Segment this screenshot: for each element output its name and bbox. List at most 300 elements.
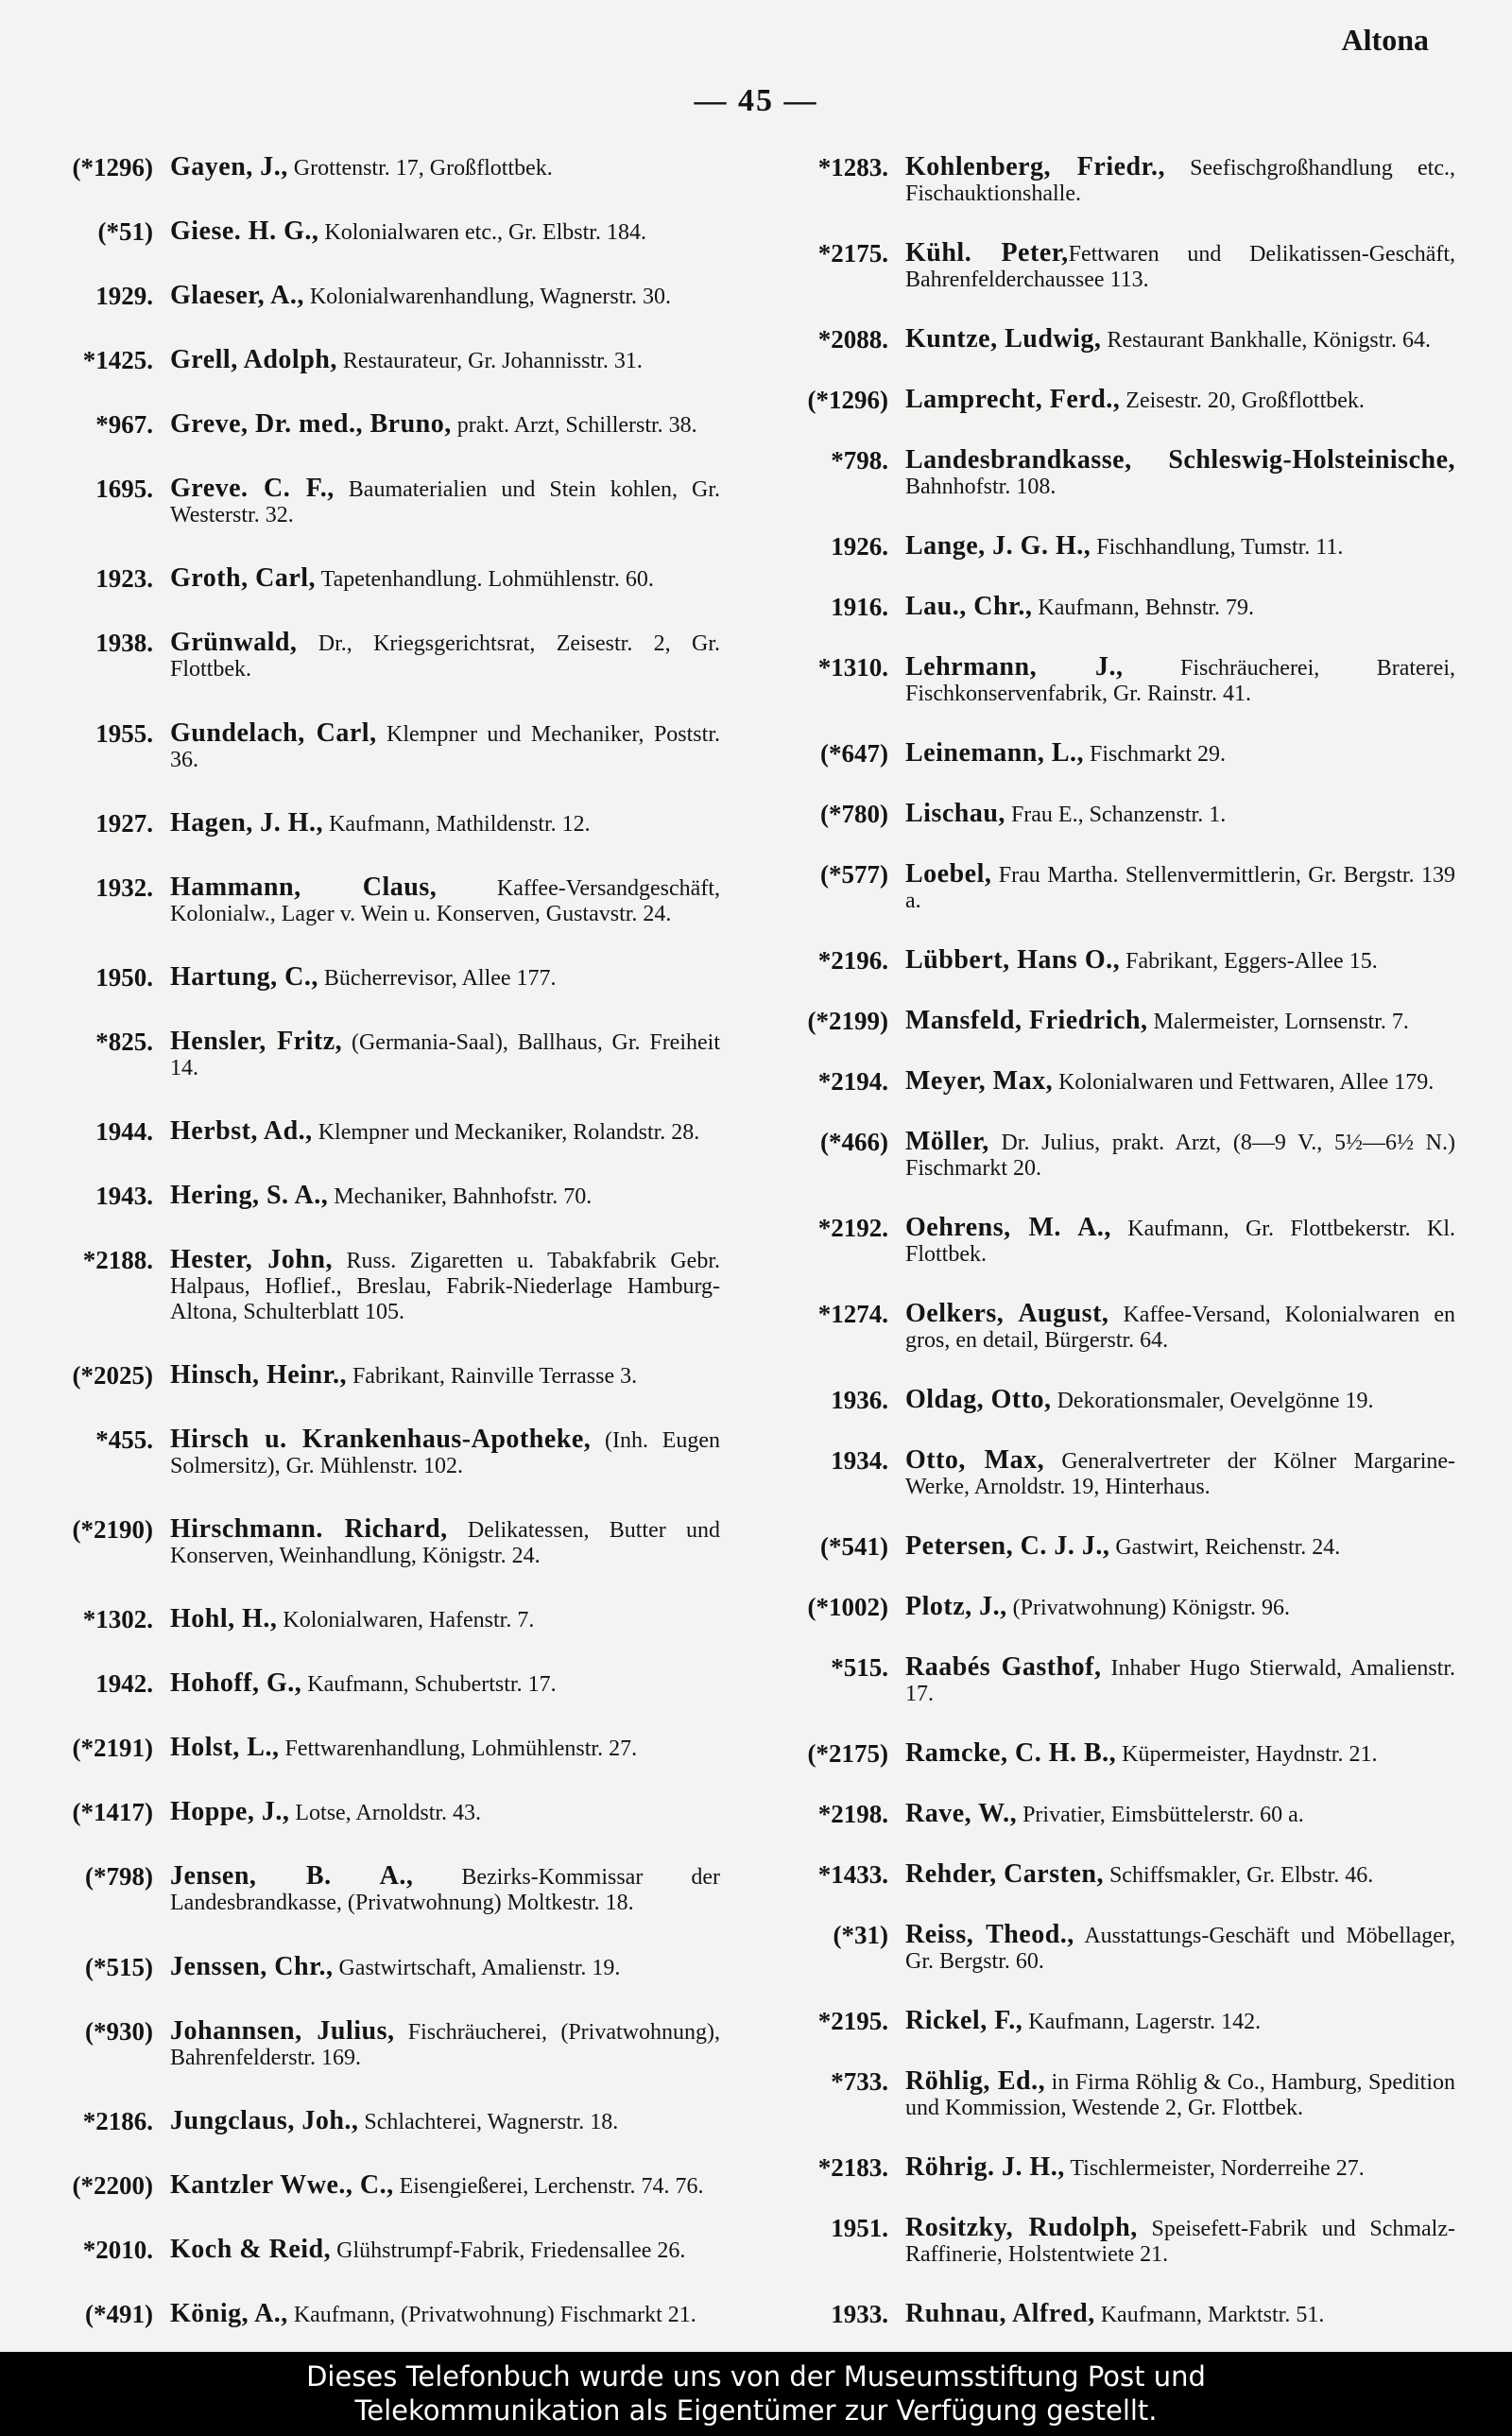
subscriber-details: Küpermeister, Haydnstr. 21. bbox=[1116, 1742, 1378, 1767]
subscriber-name: Rehder, Carsten, bbox=[905, 1859, 1104, 1889]
entry-text bbox=[905, 654, 1455, 707]
subscriber-name: Hartung, C., bbox=[170, 961, 318, 992]
entry-text bbox=[905, 1922, 1455, 1975]
entry-text bbox=[905, 1301, 1455, 1354]
left-column bbox=[21, 154, 720, 2328]
phone-number: (*2025) bbox=[72, 1361, 153, 1390]
phone-number: *2196. bbox=[817, 946, 888, 975]
directory-entry bbox=[21, 2105, 720, 2135]
subscriber-details: in Firma Röhlig & Co., Hamburg, Spedition und Kommission, Westende 2, Gr. Flottbek. bbox=[905, 2070, 1455, 2120]
entry-text bbox=[905, 594, 1455, 621]
directory-entry bbox=[21, 1244, 720, 1325]
phone-number: *1310. bbox=[817, 653, 888, 682]
subscriber-name: Grell, Adolph, bbox=[170, 345, 337, 375]
entry-text bbox=[170, 218, 720, 246]
phone-number: *2198. bbox=[817, 1800, 888, 1828]
entry-text bbox=[170, 961, 720, 992]
subscriber-details: Gastwirtschaft, Amalienstr. 19. bbox=[333, 1955, 621, 1980]
directory-entry bbox=[756, 2008, 1455, 2035]
directory-entry bbox=[21, 1180, 720, 1210]
subscriber-details: Gastwirt, Reichenstr. 24. bbox=[1109, 1535, 1341, 1560]
entry-text bbox=[170, 1180, 720, 1210]
directory-entry bbox=[756, 1654, 1455, 1707]
subscriber-details: Fettwaren und Delikatissen-Geschäft, Bahrenfelderchaussee 113. bbox=[905, 242, 1456, 292]
phone-number: 1927. bbox=[95, 808, 153, 838]
subscriber-details: Frau E., Schanzenstr. 1. bbox=[1005, 803, 1227, 827]
subscriber-name: Jungclaus, Joh., bbox=[170, 2105, 359, 2135]
entry-text bbox=[170, 1863, 720, 1916]
phone-number: 1929. bbox=[95, 282, 153, 311]
entry-text bbox=[905, 1861, 1455, 1889]
subscriber-details: Fischräucherei, Braterei, Fischkonservenfabrik, Gr. Rainstr. 41. bbox=[905, 656, 1455, 706]
entry-text bbox=[905, 1008, 1455, 1035]
entry-text bbox=[170, 1028, 720, 1081]
subscriber-name: Landesbrandkasse, Schleswig-Holsteinische, bbox=[905, 445, 1455, 475]
phone-number: (*2200) bbox=[72, 2170, 153, 2200]
phone-number: (*577) bbox=[820, 860, 888, 889]
directory-entry bbox=[756, 1740, 1455, 1768]
entry-text bbox=[170, 2298, 720, 2328]
phone-number: (*1417) bbox=[72, 1798, 153, 1827]
directory-entry bbox=[756, 533, 1455, 561]
subscriber-name: Lehrmann, J., bbox=[905, 652, 1124, 682]
directory-entry bbox=[21, 2298, 720, 2328]
subscriber-name: Hammann, Claus, bbox=[170, 872, 438, 902]
phone-number: *2088. bbox=[817, 325, 888, 354]
subscriber-name: Hoppe, J., bbox=[170, 1797, 290, 1827]
subscriber-details: Mechaniker, Bahnhofstr. 70. bbox=[328, 1183, 593, 1209]
entry-text bbox=[905, 1447, 1455, 1500]
subscriber-name: Reiss, Theod., bbox=[905, 1920, 1074, 1949]
entry-text bbox=[170, 154, 720, 181]
entry-text bbox=[905, 1801, 1455, 1828]
directory-entry bbox=[756, 1068, 1455, 1096]
phone-number: (*515) bbox=[85, 1952, 153, 1981]
directory-entry bbox=[756, 1387, 1455, 1414]
subscriber-details: Kaufmann, (Privatwohnung) Fischmarkt 21. bbox=[287, 2302, 696, 2327]
phone-number: *1302. bbox=[82, 1605, 153, 1634]
phone-number: *1425. bbox=[82, 346, 153, 375]
subscriber-details: Eisengießerei, Lerchenstr. 74. 76. bbox=[393, 2173, 704, 2199]
subscriber-name: Hohl, H., bbox=[170, 1604, 278, 1634]
subscriber-details: Seefischgroßhandlung etc., Fischauktionshalle. bbox=[905, 156, 1455, 206]
phone-number: (*31) bbox=[833, 1921, 888, 1949]
subscriber-details: Kaufmann, Lagerstr. 142. bbox=[1022, 2010, 1262, 2034]
entry-text bbox=[905, 2215, 1455, 2268]
directory-entry bbox=[21, 1516, 720, 1569]
subscriber-details: Fettwarenhandlung, Lohmühlenstr. 27. bbox=[279, 1736, 638, 1762]
entry-text bbox=[905, 1215, 1455, 1268]
entry-text bbox=[905, 2008, 1455, 2035]
subscriber-details: Grottenstr. 17, Großflottbek. bbox=[287, 156, 553, 181]
subscriber-details: Bücherrevisor, Allee 177. bbox=[318, 965, 557, 991]
subscriber-details: Restaurant Bankhalle, Königstr. 64. bbox=[1101, 328, 1432, 353]
subscriber-details: Bezirks-Kommissar der Landesbrandkasse, (Privatwohnung) Moltkestr. 18. bbox=[170, 1865, 721, 1916]
entry-text bbox=[170, 1244, 720, 1325]
phone-number: (*1296) bbox=[72, 153, 153, 181]
subscriber-name: Meyer, Max, bbox=[905, 1066, 1054, 1096]
subscriber-name: Rositzky, Rudolph, bbox=[905, 2213, 1138, 2242]
subscriber-name: Gayen, J., bbox=[170, 152, 288, 181]
directory-entry bbox=[756, 2154, 1455, 2182]
subscriber-details: Inhaber Hugo Stierwald, Amalienstr. 17. bbox=[905, 1656, 1456, 1706]
directory-entry bbox=[756, 387, 1455, 414]
subscriber-name: Grünwald, bbox=[170, 628, 298, 658]
directory-entry bbox=[756, 861, 1455, 914]
subscriber-details: Baumaterialien und Stein kohlen, Gr. Westerstr. 32. bbox=[170, 477, 720, 528]
subscriber-details: Kaufmann, Schubertstr. 17. bbox=[301, 1672, 557, 1698]
directory-entry bbox=[756, 947, 1455, 975]
subscriber-details: prakt. Arzt, Schillerstr. 38. bbox=[451, 413, 697, 439]
entry-text bbox=[905, 387, 1455, 414]
subscriber-details: Schlachterei, Wagnerstr. 18. bbox=[358, 2109, 619, 2134]
subscriber-name: Greve. C. F., bbox=[170, 474, 335, 504]
subscriber-name: Giese. H. G., bbox=[170, 216, 319, 247]
entry-text bbox=[170, 2105, 720, 2135]
subscriber-name: Röhrig. J. H., bbox=[905, 2152, 1065, 2182]
phone-number: (*541) bbox=[820, 1532, 888, 1561]
directory-entry bbox=[21, 1606, 720, 1633]
entry-text bbox=[170, 630, 720, 682]
phone-number: *2186. bbox=[82, 2106, 153, 2135]
entry-text bbox=[905, 1533, 1455, 1561]
subscriber-name: Gundelach, Carl, bbox=[170, 717, 377, 748]
footer-line-1: Dieses Telefonbuch wurde uns von der Museumsstiftung Post und bbox=[306, 2360, 1206, 2393]
directory-entry bbox=[21, 874, 720, 927]
subscriber-name: Kohlenberg, Friedr., bbox=[905, 152, 1165, 181]
entry-text bbox=[170, 2015, 720, 2071]
entry-text bbox=[170, 475, 720, 528]
entry-text bbox=[905, 740, 1455, 768]
subscriber-name: Otto, Max, bbox=[905, 1445, 1045, 1475]
subscriber-details: Frau Martha. Stellenvermittlerin, Gr. Bergstr. 139 a. bbox=[905, 863, 1455, 913]
phone-number: (*466) bbox=[820, 1128, 888, 1156]
subscriber-details: Malermeister, Lornsenstr. 7. bbox=[1147, 1010, 1409, 1034]
phone-number: *2188. bbox=[82, 1245, 153, 1274]
phone-number: 1951. bbox=[831, 2214, 888, 2242]
subscriber-details: (Privatwohnung) Königstr. 96. bbox=[1006, 1596, 1290, 1620]
directory-entry bbox=[21, 1670, 720, 1698]
phone-number: 1936. bbox=[831, 1386, 888, 1414]
phone-number: 1944. bbox=[95, 1116, 153, 1146]
footer-line-2: Telekommunikation als Eigentümer zur Verfügung gestellt. bbox=[354, 2394, 1158, 2427]
subscriber-details: Lotse, Arnoldstr. 43. bbox=[289, 1801, 482, 1826]
phone-number: *1283. bbox=[817, 153, 888, 181]
subscriber-details: Fabrikant, Rainville Terrasse 3. bbox=[346, 1364, 638, 1389]
entry-text bbox=[905, 1129, 1455, 1182]
entry-text bbox=[170, 717, 720, 773]
entry-text bbox=[170, 565, 720, 593]
subscriber-name: Johannsen, Julius, bbox=[170, 2015, 395, 2046]
subscriber-details: Speisefett-Fabrik und Schmalz-Raffinerie, Holstentwiete 21. bbox=[905, 2217, 1455, 2267]
subscriber-name: Kühl. Peter, bbox=[905, 238, 1069, 268]
directory-entry bbox=[21, 411, 720, 439]
subscriber-details: Fischmarkt 29. bbox=[1084, 742, 1227, 767]
subscriber-name: Mansfeld, Friedrich, bbox=[905, 1006, 1148, 1035]
subscriber-name: Kantzler Wwe., C., bbox=[170, 2169, 394, 2200]
directory-entry bbox=[756, 240, 1455, 293]
subscriber-name: König, A., bbox=[170, 2298, 288, 2328]
subscriber-details: Fischhandlung, Tumstr. 11. bbox=[1091, 535, 1344, 560]
phone-number: 1942. bbox=[95, 1669, 153, 1699]
directory-entry bbox=[21, 1115, 720, 1146]
directory-entry bbox=[21, 717, 720, 773]
subscriber-name: Koch & Reid, bbox=[170, 2234, 332, 2264]
phone-number: *798. bbox=[831, 446, 888, 475]
subscriber-name: Lamprecht, Ferd., bbox=[905, 385, 1121, 414]
phone-number: (*2191) bbox=[72, 1734, 153, 1763]
subscriber-details: Delikatessen, Butter und Konserven, Weinhandlung, Königstr. 24. bbox=[170, 1518, 720, 1569]
subscriber-details: Fischräucherei, (Privatwohnung), Bahrenfelderstr. 169. bbox=[170, 2019, 720, 2070]
entry-text bbox=[170, 874, 720, 927]
entry-text bbox=[905, 947, 1455, 975]
directory-entry bbox=[756, 654, 1455, 707]
subscriber-name: Jenssen, Chr., bbox=[170, 1951, 334, 1981]
page-header bbox=[0, 0, 1512, 142]
directory-entry bbox=[21, 154, 720, 181]
subscriber-name: Plotz, J., bbox=[905, 1592, 1007, 1621]
subscriber-details: Bahnhofstr. 108. bbox=[905, 475, 1057, 499]
directory-entry bbox=[21, 961, 720, 992]
phone-number: *1433. bbox=[817, 1860, 888, 1889]
entry-text bbox=[170, 1516, 720, 1569]
directory-entry bbox=[756, 2301, 1455, 2328]
directory-entry bbox=[21, 1362, 720, 1390]
directory-entry bbox=[756, 1215, 1455, 1268]
phone-number: 1923. bbox=[95, 564, 153, 594]
directory-entry bbox=[756, 2068, 1455, 2121]
phone-number: (*491) bbox=[85, 2299, 153, 2328]
subscriber-name: Rave, W., bbox=[905, 1799, 1018, 1828]
directory-entry bbox=[756, 1447, 1455, 1500]
entry-text bbox=[905, 447, 1455, 500]
subscriber-details: Kolonialwaren etc., Gr. Elbstr. 184. bbox=[318, 220, 646, 246]
phone-number: 1955. bbox=[95, 718, 153, 748]
phone-number: 1950. bbox=[95, 962, 153, 992]
directory-entry bbox=[756, 1861, 1455, 1889]
subscriber-details: Kolonialwaren, Hafenstr. 7. bbox=[277, 1608, 535, 1633]
entry-text bbox=[905, 154, 1455, 207]
phone-number: (*2175) bbox=[807, 1739, 888, 1768]
subscriber-name: Hering, S. A., bbox=[170, 1180, 329, 1210]
subscriber-details: Tischlermeister, Norderreihe 27. bbox=[1064, 2156, 1365, 2181]
subscriber-name: Hester, John, bbox=[170, 1244, 333, 1274]
subscriber-details: Dr., Kriegsgerichtsrat, Zeisestr. 2, Gr. Flottbek. bbox=[170, 631, 720, 682]
entry-text bbox=[905, 2301, 1455, 2328]
phone-number: *515. bbox=[831, 1653, 888, 1682]
subscriber-name: Oelkers, August, bbox=[905, 1299, 1109, 1328]
phone-number: (*2199) bbox=[807, 1007, 888, 1035]
entry-text bbox=[170, 1115, 720, 1146]
phone-number: *2192. bbox=[817, 1214, 888, 1242]
directory-entry bbox=[756, 154, 1455, 207]
subscriber-details: Dekorationsmaler, Oevelgönne 19. bbox=[1051, 1389, 1374, 1413]
phone-number: (*1002) bbox=[807, 1593, 888, 1621]
entry-text bbox=[170, 2234, 720, 2264]
subscriber-details: Kaufmann, Behnstr. 79. bbox=[1032, 596, 1255, 620]
directory-entry bbox=[21, 283, 720, 310]
entry-text bbox=[905, 1594, 1455, 1621]
directory-entry bbox=[756, 1008, 1455, 1035]
entry-text bbox=[905, 533, 1455, 561]
subscriber-name: Ramcke, C. H. B., bbox=[905, 1738, 1117, 1768]
subscriber-name: Oehrens, M. A., bbox=[905, 1213, 1111, 1242]
subscriber-name: Lange, J. G. H., bbox=[905, 531, 1091, 561]
subscriber-details: Kaufmann, Gr. Flottbekerstr. Kl. Flottbek. bbox=[905, 1217, 1456, 1267]
entry-text bbox=[905, 1387, 1455, 1414]
phone-number: *825. bbox=[95, 1027, 153, 1056]
phone-number: 1926. bbox=[831, 532, 888, 561]
directory-entry bbox=[756, 1301, 1455, 1354]
subscriber-name: Hagen, J. H., bbox=[170, 807, 324, 838]
phone-number: *967. bbox=[95, 410, 153, 440]
subscriber-details: Kolonialwarenhandlung, Wagnerstr. 30. bbox=[303, 285, 672, 310]
phone-number: (*2190) bbox=[72, 1515, 153, 1545]
directory-entry bbox=[21, 565, 720, 593]
directory-entry bbox=[756, 1594, 1455, 1621]
subscriber-details: Glühstrumpf-Fabrik, Friedensallee 26. bbox=[331, 2237, 686, 2263]
directory-entry bbox=[21, 1735, 720, 1762]
phone-number: 1695. bbox=[95, 475, 153, 504]
directory-entry bbox=[756, 740, 1455, 768]
subscriber-name: Hinsch, Heinr., bbox=[170, 1360, 347, 1390]
phone-number: 1916. bbox=[831, 593, 888, 621]
entry-text bbox=[170, 1426, 720, 1479]
phone-number: *2175. bbox=[817, 239, 888, 268]
directory-entry bbox=[756, 447, 1455, 500]
entry-text bbox=[905, 1068, 1455, 1096]
entry-text bbox=[170, 283, 720, 310]
page-number: — 45 — bbox=[694, 83, 818, 118]
entry-text bbox=[170, 2169, 720, 2200]
phone-number: (*1296) bbox=[807, 386, 888, 414]
entry-text bbox=[905, 240, 1455, 293]
footer-notice bbox=[0, 2352, 1512, 2436]
right-column bbox=[756, 154, 1455, 2328]
phone-number: (*647) bbox=[820, 739, 888, 768]
directory-entry bbox=[21, 1426, 720, 1479]
entry-text bbox=[170, 1606, 720, 1633]
subscriber-name: Glaeser, A., bbox=[170, 281, 304, 311]
subscriber-name: Ruhnau, Alfred, bbox=[905, 2299, 1095, 2328]
directory-entry bbox=[756, 1922, 1455, 1975]
subscriber-name: Kuntze, Ludwig, bbox=[905, 324, 1102, 354]
entry-text bbox=[170, 1670, 720, 1698]
subscriber-name: Rickel, F., bbox=[905, 2006, 1023, 2035]
directory-entry bbox=[756, 594, 1455, 621]
entry-text bbox=[905, 1654, 1455, 1707]
entry-text bbox=[170, 1799, 720, 1826]
subscriber-details: Klempner und Mechaniker, Poststr. 36. bbox=[170, 721, 720, 772]
directory-entry bbox=[756, 326, 1455, 354]
subscriber-name: Lau., Chr., bbox=[905, 592, 1033, 621]
directory-entry bbox=[21, 2234, 720, 2264]
entry-text bbox=[170, 1362, 720, 1390]
entry-text bbox=[170, 1951, 720, 1981]
entry-text bbox=[905, 801, 1455, 828]
directory-entry bbox=[756, 1129, 1455, 1182]
subscriber-name: Hirsch u. Krankenhaus-Apotheke, bbox=[170, 1425, 592, 1455]
subscriber-details: Zeisestr. 20, Großflottbek. bbox=[1120, 389, 1365, 413]
entry-text bbox=[905, 2154, 1455, 2182]
subscriber-name: Lübbert, Hans O., bbox=[905, 945, 1121, 975]
directory-entry bbox=[21, 2015, 720, 2071]
phone-number: (*798) bbox=[85, 1862, 153, 1892]
subscriber-details: Russ. Zigaretten u. Tabakfabrik Gebr. Halpaus, Hoflief., Breslau, Fabrik-Niederlage Hamburg-Altona, Schulterblatt 105. bbox=[170, 1248, 720, 1324]
directory-entry bbox=[21, 2169, 720, 2200]
phone-number: *2183. bbox=[817, 2153, 888, 2182]
entry-text bbox=[170, 1735, 720, 1762]
subscriber-details: Kaufmann, Marktstr. 51. bbox=[1094, 2303, 1325, 2327]
directory-entry bbox=[756, 2215, 1455, 2268]
phone-number: 1938. bbox=[95, 629, 153, 658]
directory-entry bbox=[756, 801, 1455, 828]
directory-entry bbox=[21, 630, 720, 682]
subscriber-name: Leinemann, L., bbox=[905, 738, 1085, 768]
subscriber-name: Hohoff, G., bbox=[170, 1668, 302, 1699]
subscriber-details: Kolonialwaren und Fettwaren, Allee 179. bbox=[1053, 1070, 1435, 1095]
subscriber-details: Dr. Julius, prakt. Arzt, (8—9 V., 5½—6½ N.) Fischmarkt 20. bbox=[905, 1131, 1455, 1181]
entry-text bbox=[170, 411, 720, 439]
phone-number: 1932. bbox=[95, 872, 153, 902]
subscriber-details: (Inh. Eugen Solmersitz), Gr. Mühlenstr. 102. bbox=[170, 1428, 720, 1479]
subscriber-details: Klempner und Meckaniker, Rolandstr. 28. bbox=[312, 1119, 700, 1145]
phone-number: 1933. bbox=[831, 2300, 888, 2328]
directory-entry bbox=[21, 475, 720, 528]
directory-entry bbox=[21, 218, 720, 246]
entry-text bbox=[170, 807, 720, 838]
subscriber-name: Raabés Gasthof, bbox=[905, 1652, 1102, 1682]
subscriber-name: Herbst, Ad., bbox=[170, 1115, 313, 1146]
phone-number: *1274. bbox=[817, 1300, 888, 1328]
subscriber-details: Kaufmann, Mathildenstr. 12. bbox=[323, 811, 591, 837]
phone-number: 1934. bbox=[831, 1446, 888, 1475]
directory-entry bbox=[21, 807, 720, 838]
directory-entry bbox=[21, 1028, 720, 1081]
subscriber-name: Möller, bbox=[905, 1127, 989, 1156]
entry-text bbox=[905, 2068, 1455, 2121]
phone-number: *455. bbox=[95, 1425, 153, 1455]
subscriber-details: Kaffee-Versandgeschäft, Kolonialw., Lager v. Wein u. Konserven, Gustavstr. 24. bbox=[170, 875, 720, 926]
phone-number: *2194. bbox=[817, 1067, 888, 1096]
entry-text bbox=[170, 347, 720, 374]
subscriber-details: Tapetenhandlung. Lohmühlenstr. 60. bbox=[316, 567, 654, 593]
subscriber-name: Holst, L., bbox=[170, 1733, 280, 1763]
directory-entry bbox=[21, 1863, 720, 1916]
directory-entry bbox=[21, 347, 720, 374]
subscriber-name: Groth, Carl, bbox=[170, 563, 317, 594]
subscriber-name: Lischau, bbox=[905, 799, 1005, 828]
phone-number: 1943. bbox=[95, 1181, 153, 1210]
subscriber-name: Röhlig, Ed., bbox=[905, 2066, 1046, 2096]
subscriber-details: (Germania-Saal), Ballhaus, Gr. Freiheit 14. bbox=[170, 1029, 720, 1080]
subscriber-name: Greve, Dr. med., Bruno, bbox=[170, 409, 452, 440]
subscriber-details: Fabrikant, Eggers-Allee 15. bbox=[1120, 949, 1378, 974]
subscriber-details: Generalvertreter der Kölner Margarine-Werke, Arnoldstr. 19, Hinterhaus. bbox=[905, 1449, 1456, 1499]
subscriber-name: Hensler, Fritz, bbox=[170, 1026, 343, 1056]
subscriber-details: Privatier, Eimsbüttelerstr. 60 a. bbox=[1017, 1803, 1304, 1827]
phone-number: (*930) bbox=[85, 2016, 153, 2046]
subscriber-details: Kaffee-Versand, Kolonialwaren en gros, en detail, Bürgerstr. 64. bbox=[905, 1303, 1455, 1353]
phone-number: (*780) bbox=[820, 800, 888, 828]
phone-number: *2195. bbox=[817, 2007, 888, 2035]
subscriber-name: Jensen, B. A., bbox=[170, 1861, 414, 1892]
directory-entry bbox=[756, 1533, 1455, 1561]
page-heading-city: Altona bbox=[1341, 23, 1429, 57]
entry-text bbox=[905, 861, 1455, 914]
phone-number: *733. bbox=[831, 2067, 888, 2096]
subscriber-name: Petersen, C. J. J., bbox=[905, 1531, 1110, 1561]
